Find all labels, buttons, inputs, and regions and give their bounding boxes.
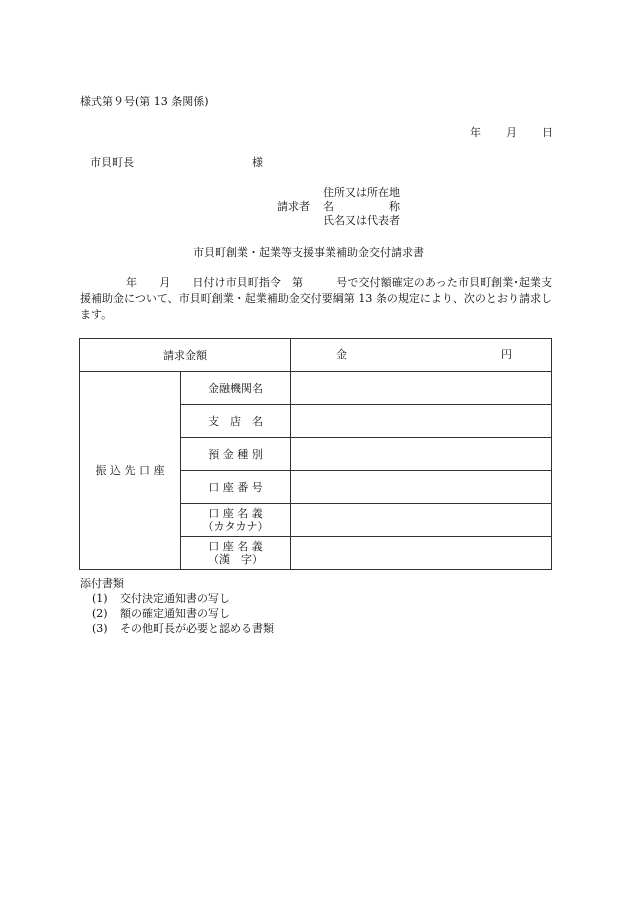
attachment-text: 額の確定通知書の写し (120, 607, 230, 620)
attachments (80, 576, 274, 636)
claimant-label: 請求者 (277, 200, 310, 213)
branch-name-label: 支 店 名 (181, 405, 291, 438)
addressee-name: 市貝町長 (90, 156, 134, 169)
deposit-type-label: 預 金 種 別 (181, 438, 291, 471)
account-holder-kana-sub: （カタカナ） (202, 520, 269, 533)
amount-unit: 円 (501, 348, 512, 361)
document-title: 市貝町創業・起業等支援事業補助金交付請求書 (193, 246, 424, 259)
list-item (80, 606, 274, 621)
amount-row (80, 339, 552, 372)
claim-table (79, 338, 552, 570)
date-year: 年 (470, 126, 481, 139)
account-holder-kanji-sub: （漢 字） (208, 553, 263, 566)
account-holder-kana-field[interactable] (291, 504, 552, 537)
transfer-account-label: 振 込 先 口 座 (80, 372, 181, 570)
list-item (80, 591, 274, 606)
bank-name-field[interactable] (291, 372, 552, 405)
date-month: 月 (506, 126, 517, 139)
account-number-field[interactable] (291, 471, 552, 504)
body-text: 年 月 日付け市貝町指令 第 号で交付額確定のあった市貝町創業･起業支援補助金について、市貝町創業・起業補助金交付要綱第 13 条の規定により、次のとおり請求します。 (80, 276, 552, 321)
attachment-text: 交付決定通知書の写し (120, 592, 230, 605)
attachment-number: (1) (92, 592, 108, 605)
account-holder-kanji-field[interactable] (291, 537, 552, 570)
attachment-number: (3) (92, 622, 108, 635)
account-number-label: 口 座 番 号 (181, 471, 291, 504)
date-line (470, 126, 553, 140)
claimant-name-label: 名 称 (323, 200, 400, 213)
amount-prefix: 金 (336, 348, 347, 361)
attachment-text: その他町長が必要と認める書類 (120, 622, 274, 635)
bank-name-label: 金融機関名 (181, 372, 291, 405)
table-row (80, 372, 552, 405)
form-number: 様式第９号(第 13 条関係) (80, 95, 209, 108)
attachments-heading: 添付書類 (80, 577, 124, 590)
branch-name-field[interactable] (291, 405, 552, 438)
date-day: 日 (542, 126, 553, 139)
list-item (80, 621, 274, 636)
deposit-type-field[interactable] (291, 438, 552, 471)
claimant-representative-label: 氏名又は代表者 (323, 214, 400, 227)
body-paragraph (80, 275, 552, 323)
addressee-honorific: 様 (252, 156, 263, 169)
account-holder-kana-title: 口 座 名 義 (208, 507, 263, 520)
amount-label: 請求金額 (80, 339, 291, 372)
amount-field[interactable] (291, 339, 552, 372)
claimant-address-label: 住所又は所在地 (323, 186, 400, 199)
account-holder-kanji-label (181, 537, 291, 570)
addressee (90, 156, 263, 170)
account-holder-kana-label (181, 504, 291, 537)
attachment-number: (2) (92, 607, 108, 620)
claimant-block (277, 186, 400, 228)
account-holder-kanji-title: 口 座 名 義 (208, 540, 263, 553)
